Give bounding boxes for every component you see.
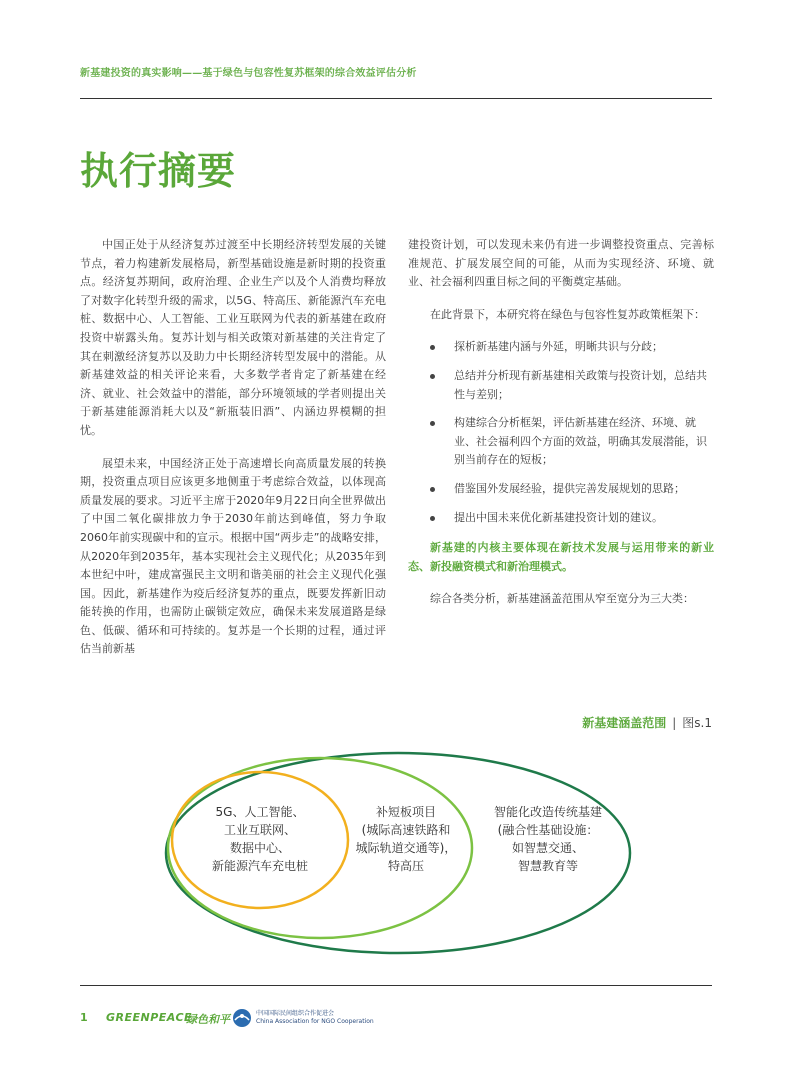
- figure-separator: |: [672, 716, 677, 730]
- inner-label-line: 数据中心、: [229, 841, 291, 855]
- scope-diagram: [160, 748, 640, 958]
- paragraph-continuation: 建投资计划，可以发现未来仍有进一步调整投资重点、完善标准规范、扩展发展空间的可能，从而为实现经济、环境、就业、社会福利四重目标之间的平衡奠定基础。: [408, 238, 714, 289]
- footer-rule: [80, 985, 712, 986]
- bullet-icon: [430, 374, 435, 379]
- inner-ellipse: [172, 772, 348, 908]
- section-title: 执行摘要: [80, 149, 237, 193]
- running-title: 新基建投资的真实影响——基于绿色与包容性复苏框架的综合效益评估分析: [80, 68, 417, 79]
- middle-label-line: 补短板项目: [375, 805, 437, 819]
- outer-label-line: 智慧教育等: [517, 859, 579, 873]
- page-number: 1: [80, 1011, 88, 1024]
- figure-title: 新基建涵盖范围: [582, 716, 667, 730]
- paragraph: 展望未来，中国经济正处于高速增长向高质量发展的转换期，投资重点项目应该更多地侧重于考虑综合效益，以体现高质量发展的要求。习近平主席于2020年9月22日向全世界做出了中国二氧化碳排放力争于2030年前达到峰值，努力争取2060年前实现碳中和的宣示。根据中国“两步走”的战略安排，从2020年到2035年，基本实现社会主义现代化；从2035年到本世纪中叶，建成富强民主文明和谐美丽的社会主义现代化强国。因此，新基建作为疫后经济复苏的重点，既要发挥新旧动能转换的作用，也需防止碳锁定效应，确保未来发展道路是绿色、低碳、循环和可持续的。复苏是一个长期的过程，通过评估当前新基: [80, 456, 386, 656]
- highlight-paragraph: 新基建的内核主要体现在新技术发展与运用带来的新业态、新投融资模式和新治理模式。: [408, 541, 714, 573]
- bullet-icon: [430, 345, 435, 350]
- inner-label-line: 新能源汽车充电桩: [211, 859, 309, 873]
- figure-number: 图s.1: [682, 716, 712, 730]
- bullet-icon: [430, 487, 435, 492]
- bullet-list: [408, 338, 714, 527]
- list-item: 探析新基建内涵与外延，明晰共识与分歧；: [408, 338, 714, 357]
- greenpeace-logo: GREENPEACE: [106, 1011, 193, 1024]
- partner-logo-text: 中国国际民间组织合作促进会 China Association for NGO Cooperation: [256, 1010, 374, 1025]
- right-column: [408, 236, 714, 623]
- footer: [80, 1008, 480, 1030]
- paragraph: 综合各类分析，新基建涵盖范围从窄至宽分为三大类：: [430, 592, 694, 606]
- middle-label-line: 城际轨道交通等)，: [355, 841, 457, 855]
- paragraph: 在此背景下，本研究将在绿色与包容性复苏政策框架下：: [430, 307, 705, 321]
- outer-label-line: 智能化改造传统基建: [493, 805, 603, 819]
- middle-label-line: 特高压: [387, 859, 425, 873]
- inner-label-line: 5G、人工智能、: [215, 805, 305, 819]
- inner-label-line: 工业互联网、: [223, 823, 297, 837]
- bullet-icon: [430, 421, 435, 426]
- bullet-icon: [430, 516, 435, 521]
- paragraph: 中国正处于从经济复苏过渡至中长期经济转型发展的关键节点，着力构建新发展格局，新型基础设施是新时期的投资重点。经济复苏期间，政府治理、企业生产以及个人消费均释放了对数字化转型升级的需求，以5G、特高压、新能源汽车充电桩、数据中心、人工智能、工业互联网为代表的新基建在政府投资中崭露头角。复苏计划与相关政策对新基建的关注肯定了其在刺激经济复苏以及助力中长期经济转型发展中的潜能。从新基建效益的相关评论来看，大多数学者肯定了新基建在经济、就业、社会效益中的潜能，部分环境领域的学者则提出关于新基建能源消耗大以及“新瓶装旧酒”、内涵边界模糊的担忧。: [80, 238, 386, 437]
- list-item: 提出中国未来优化新基建投资计划的建议。: [408, 509, 714, 528]
- list-item: 总结并分析现有新基建相关政策与投资计划，总结共性与差别；: [408, 367, 714, 404]
- middle-label-line: (城际高速铁路和: [361, 823, 451, 837]
- outer-label-line: 如智慧交通、: [511, 841, 585, 855]
- figure-caption: [520, 714, 712, 731]
- outer-label-line: (融合性基础设施：: [497, 823, 599, 837]
- list-item: 借鉴国外发展经验，提供完善发展规划的思路；: [408, 480, 714, 499]
- list-item: 构建综合分析框架，评估新基建在经济、环境、就业、社会福利四个方面的效益，明确其发展潜能，识别当前存在的短板；: [408, 414, 714, 470]
- left-column: [80, 236, 386, 673]
- greenpeace-cn-logo: 绿色和平: [186, 1013, 230, 1026]
- header-rule: [80, 98, 712, 99]
- cango-logo-icon: [232, 1008, 252, 1028]
